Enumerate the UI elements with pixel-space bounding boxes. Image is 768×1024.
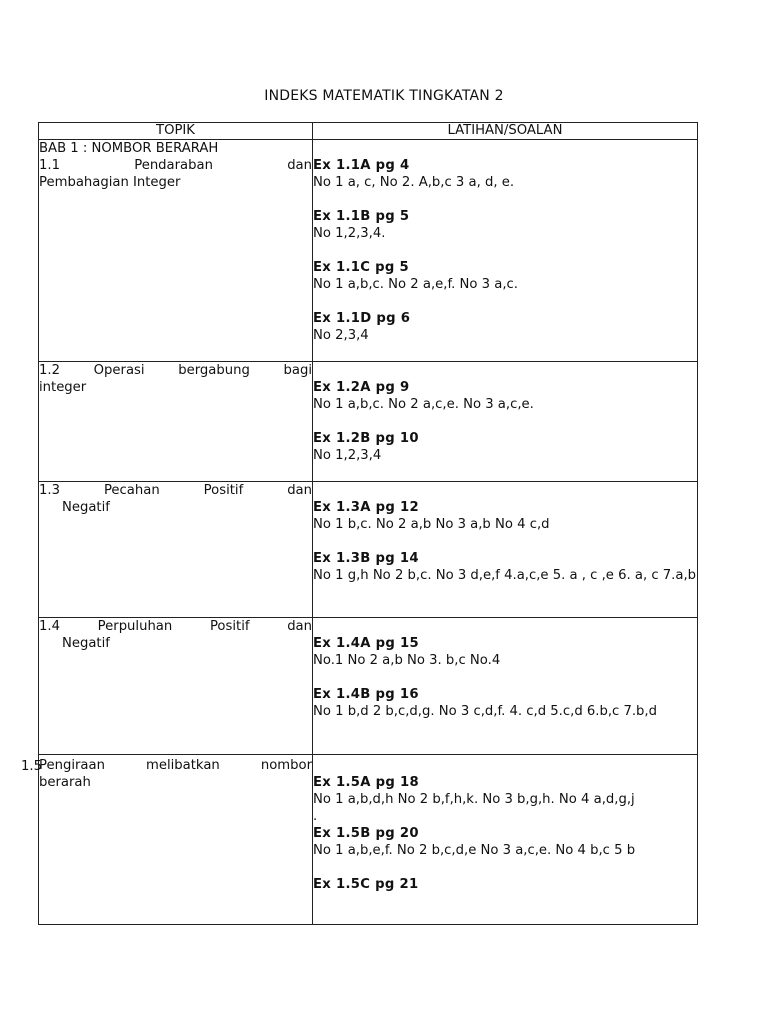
exercise-trailing-mark: . (313, 809, 318, 824)
exercise-questions: No.1 No 2 a,b No 3. b,c No.4 (313, 653, 501, 668)
latihan-cell (313, 140, 698, 362)
table-row (39, 755, 698, 925)
header-latihan: LATIHAN/SOALAN (313, 123, 698, 140)
topic-cell (39, 140, 313, 362)
exercise-title: Ex 1.3A pg 12 (313, 500, 419, 515)
exercise-block (313, 259, 697, 293)
exercise-block (313, 157, 697, 191)
exercise-title: Ex 1.1A pg 4 (313, 158, 410, 173)
latihan-cell (313, 482, 698, 618)
exercise-block (313, 430, 697, 464)
exercise-questions: No 1 b,d 2 b,c,d,g. No 3 c,d,f. 4. c,d 5.c,d 6.b,c 7.b,d (313, 704, 657, 719)
exercise-block (313, 876, 697, 893)
exercise-block (313, 686, 697, 720)
table-row (39, 140, 698, 362)
exercise-questions: No 1 a,b,d,h No 2 b,f,h,k. No 3 b,g,h. No 4 a,d,g,j (313, 792, 635, 807)
exercise-questions: No 1,2,3,4 (313, 448, 382, 463)
exercise-title: Ex 1.1C pg 5 (313, 260, 409, 275)
topic-cell (21, 755, 313, 925)
topic-line: 1.1 Pendaraban dan (39, 158, 312, 173)
page-title: INDEKS MATEMATIK TINGKATAN 2 (264, 88, 504, 104)
exercise-title: Ex 1.4A pg 15 (313, 636, 419, 651)
exercise-title: Ex 1.1B pg 5 (313, 209, 410, 224)
topic-continuation: Negatif (62, 500, 110, 515)
topic-line: 1.2 Operasi bergabung bagi (39, 363, 312, 378)
exercise-block (313, 825, 697, 859)
topic-cell (39, 482, 313, 618)
header-row (39, 123, 698, 140)
topic-cell (39, 362, 313, 482)
topic-continuation: Negatif (62, 636, 110, 651)
exercise-block (313, 379, 697, 413)
topic-continuation: berarah (39, 775, 91, 790)
topic-line: 1.4 Perpuluhan Positif dan (39, 619, 312, 634)
table-row (39, 618, 698, 755)
header-topik: TOPIK (39, 123, 313, 140)
exercise-questions: No 1 a, c, No 2. A,b,c 3 a, d, e. (313, 175, 515, 190)
exercise-title: Ex 1.3B pg 14 (313, 551, 419, 566)
exercise-questions: No 1 a,b,c. No 2 a,e,f. No 3 a,c. (313, 277, 518, 292)
exercise-title: Ex 1.4B pg 16 (313, 687, 419, 702)
exercise-block (313, 635, 697, 669)
exercise-questions: No 1 a,b,c. No 2 a,c,e. No 3 a,c,e. (313, 397, 534, 412)
exercise-block (313, 208, 697, 242)
exercise-questions: No 1 a,b,e,f. No 2 b,c,d,e No 3 a,c,e. No 4 b,c 5 b (313, 843, 636, 858)
exercise-title: Ex 1.2A pg 9 (313, 380, 410, 395)
exercise-title: Ex 1.5B pg 20 (313, 826, 419, 841)
exercise-questions: No 1 b,c. No 2 a,b No 3 a,b No 4 c,d (313, 517, 550, 532)
topic-line: Pengiraan melibatkan nombor (39, 758, 312, 773)
exercise-block (313, 550, 697, 584)
exercise-block (313, 310, 697, 344)
index-table (21, 122, 698, 925)
table-row (39, 362, 698, 482)
exercise-block (313, 499, 697, 533)
exercise-questions: No 2,3,4 (313, 328, 369, 343)
exercise-questions: No 1,2,3,4. (313, 226, 386, 241)
latihan-cell (313, 362, 698, 482)
topic-continuation: Pembahagian Integer (39, 175, 181, 190)
exercise-title: Ex 1.1D pg 6 (313, 311, 411, 326)
exercise-title: Ex 1.5A pg 18 (313, 775, 419, 790)
latihan-cell (313, 618, 698, 755)
topic-number: 1.5 (21, 759, 42, 774)
exercise-title: Ex 1.5C pg 21 (313, 877, 419, 892)
topic-cell (39, 618, 313, 755)
latihan-cell (313, 755, 698, 925)
exercise-questions: No 1 g,h No 2 b,c. No 3 d,e,f 4.a,c,e 5. a , c ,e 6. a, c 7.a,b (313, 568, 697, 583)
table-row (39, 482, 698, 618)
exercise-block (313, 774, 697, 825)
topic-line: 1.3 Pecahan Positif dan (39, 483, 312, 498)
chapter-heading: BAB 1 : NOMBOR BERARAH (39, 141, 219, 156)
topic-continuation: integer (39, 380, 87, 395)
exercise-title: Ex 1.2B pg 10 (313, 431, 419, 446)
